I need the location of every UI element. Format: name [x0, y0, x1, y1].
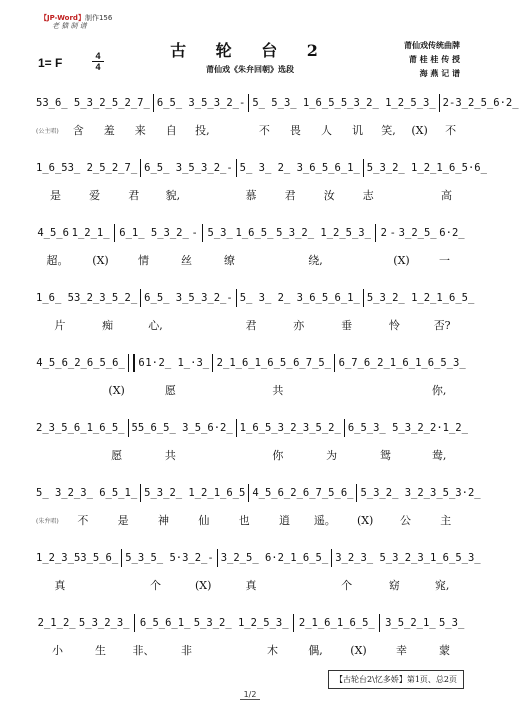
- lyric-syllable: 汝: [323, 189, 335, 202]
- note-group: 2̲1̲6̲1̲6̲5̲: [298, 617, 375, 629]
- double-bar-line: [128, 354, 135, 372]
- lyric-syllable: 超。: [46, 254, 69, 267]
- note-group: -: [226, 292, 233, 304]
- lyric-syllable: (X): [195, 578, 212, 592]
- note-group: 6: [138, 357, 145, 369]
- note-group: 3̲2̲5̲: [455, 97, 494, 109]
- production-number: 制作156: [84, 14, 113, 22]
- lyric-syllable: (X): [92, 253, 109, 267]
- note-group: 5̲ 3̲ 2̲ 3̲: [239, 162, 310, 174]
- lyric-syllable: 逍: [278, 514, 290, 527]
- song-subtitle: 莆仙戏《朱弁回朝》选段: [206, 64, 294, 74]
- note-group: 1̲2̲1̲: [71, 227, 110, 239]
- lyric-syllable: 个: [149, 579, 161, 592]
- note-group: 5̲3̲2̲ 1̲2̲1̲6̲5̲: [366, 292, 475, 304]
- lyric-syllable: (X): [356, 513, 374, 527]
- lyric-syllable: 投,: [195, 124, 210, 137]
- note-group: 3̲6̲ 5̲3̲2̲: [42, 97, 112, 109]
- bar-line: [140, 289, 141, 307]
- note-group: 5̲3̲2̲ 1̲2̲5̲3̲: [193, 617, 289, 629]
- notation-line: [36, 545, 481, 571]
- lyric-syllable: 片: [54, 319, 66, 332]
- note-group: 1̲2̲3̲: [36, 552, 74, 564]
- bar-line: [334, 354, 335, 372]
- note-group: 2: [442, 97, 449, 109]
- note-group: 3̲2̲5̲ 6·2̲: [220, 552, 291, 564]
- lyric-syllable: 神: [158, 514, 169, 527]
- note-group: 2̲ 1̲·3̲: [158, 357, 210, 369]
- note-group: 6̲5̲3̲ 5̲3̲2̲: [347, 422, 431, 434]
- score-row: [36, 155, 487, 220]
- note-group: 2̲3̲ 6̲5̲1̲: [67, 487, 138, 499]
- note-group: 5̲3̲2̲ 3̲2̲3̲5̲: [360, 487, 456, 499]
- lyric-syllable: 绕,: [308, 254, 323, 267]
- note-group: 2̲1̲2̲: [37, 617, 76, 629]
- lyric-syllable: 共: [272, 384, 284, 397]
- score-row: [36, 350, 466, 415]
- lyric-line: [36, 640, 466, 660]
- score-row: [36, 415, 466, 480]
- notation-line: [36, 480, 481, 506]
- note-group: 1̲6̲ 5: [36, 292, 74, 304]
- note-group: 6̲5̲6̲1̲: [309, 292, 360, 304]
- lyric-syllable: 偶,: [308, 644, 323, 657]
- note-group: -: [389, 227, 396, 239]
- bar-line: [331, 549, 332, 567]
- bar-line: [363, 289, 364, 307]
- note-group: 5̲3̲2̲ 1̲2̲1̲6̲: [144, 487, 239, 499]
- note-group: 6̲7̲5̲: [293, 357, 332, 369]
- lyric-syllable: 生: [95, 644, 106, 657]
- lyric-syllable: (X): [393, 253, 410, 267]
- meter-bottom: 4: [92, 61, 104, 72]
- lyric-syllable: 为: [326, 449, 338, 462]
- lyric-syllable: 仙: [198, 514, 210, 527]
- note-group: 3̲2̲3̲5̲2̲: [277, 422, 341, 434]
- note-group: 6̲5̲ 3̲5̲3̲2̲: [144, 292, 227, 304]
- lyric-syllable: 高: [440, 189, 452, 202]
- lyric-syllable: 主: [440, 514, 452, 527]
- note-group: 5̲6̲5̲ 3̲5̲6·2̲: [137, 422, 233, 434]
- lyric-line: [36, 575, 466, 595]
- lyric-syllable: 含: [72, 124, 84, 137]
- bar-line: [293, 614, 294, 632]
- note-group: 6̲7̲6̲: [338, 357, 377, 369]
- lyric-syllable: 愿: [164, 384, 176, 397]
- note-group: 6̲7̲5̲6̲: [302, 487, 354, 499]
- bar-line: [379, 614, 380, 632]
- bar-line: [212, 354, 213, 372]
- note-group: 3̲5̲2̲1̲: [385, 617, 436, 629]
- lyric-syllable: 君: [245, 319, 257, 332]
- note-group: 2̲3̲5̲6̲1̲6̲5̲: [36, 422, 125, 434]
- note-group: 2·1̲2̲: [430, 422, 468, 434]
- lyric-syllable: 是: [50, 189, 62, 202]
- lyric-syllable: 痴: [102, 319, 114, 332]
- bar-line: [217, 549, 218, 567]
- lyric-syllable: 亦: [293, 319, 305, 332]
- note-group: 3̲ 2̲: [67, 162, 100, 174]
- lyric-syllable: 蒙: [439, 644, 450, 657]
- note-group: 5̲ 3̲ 2̲ 3̲: [239, 292, 310, 304]
- lyric-syllable: (X): [108, 383, 125, 397]
- note-group: 5̲3̲: [207, 227, 233, 239]
- note-group: 6·2̲: [493, 97, 519, 109]
- lyric-syllable: 缭: [224, 254, 235, 267]
- note-group: 6·2̲: [439, 227, 465, 239]
- note-group: 5̲3̲: [438, 617, 465, 629]
- lyric-syllable: 鸯,: [431, 449, 447, 462]
- note-group: 3·2̲: [455, 487, 481, 499]
- bar-line: [121, 549, 122, 567]
- note-group: 4̲5̲6̲2̲: [252, 487, 303, 499]
- bar-line: [153, 94, 154, 112]
- lyric-syllable: 爱: [89, 189, 101, 202]
- bar-line: [363, 159, 364, 177]
- note-group: 5̲3̲5̲ 5·3̲2̲: [125, 552, 208, 564]
- lyric-syllable: 情: [138, 254, 149, 267]
- bar-line: [134, 614, 135, 632]
- note-group: 4̲5̲6̲2̲6̲5̲6̲: [36, 357, 125, 369]
- lyric-syllable: 非、: [132, 644, 155, 657]
- note-group: 5̲3̲2̲ 1̲2̲5̲3̲: [340, 97, 436, 109]
- notation-line: [36, 415, 466, 441]
- bar-line: [140, 159, 141, 177]
- credits: [404, 38, 460, 80]
- note-group: 6̲5̲6̲1̲: [309, 162, 360, 174]
- note-group: -: [226, 162, 233, 174]
- meter-top: 4: [95, 51, 101, 61]
- notation-line: [36, 610, 466, 636]
- lyric-syllable: 羞: [103, 124, 115, 137]
- bar-line: [202, 224, 203, 242]
- note-group: 1·: [145, 357, 158, 369]
- bar-line: [236, 159, 237, 177]
- lyric-syllable: 小: [52, 644, 63, 657]
- lyric-line: [36, 445, 466, 465]
- score-body: [36, 90, 519, 675]
- note-group: 5̲2̲7̲: [99, 162, 138, 174]
- lyric-syllable: 愿: [111, 449, 123, 462]
- lyric-syllable: 自: [165, 124, 177, 137]
- note-group: 1̲6̲5: [36, 162, 68, 174]
- bar-line: [114, 224, 115, 242]
- lyric-syllable: (X): [350, 643, 367, 657]
- lyric-syllable: 怜: [388, 319, 400, 332]
- lyric-syllable: (X): [411, 123, 428, 137]
- lyric-syllable: 不: [77, 514, 89, 527]
- note-group: 1̲6̲5̲3̲: [430, 552, 481, 564]
- note-group: 5̲ 3̲: [36, 487, 68, 499]
- note-group: 6̲5̲ 3̲5̲3̲2̲: [156, 97, 239, 109]
- lyric-syllable: 一: [439, 254, 450, 267]
- lyric-syllable: 君: [284, 189, 296, 202]
- score-row: [36, 285, 475, 350]
- key-signature: 1= F: [38, 56, 63, 70]
- singer-note: (朱弁唱): [36, 517, 59, 525]
- note-group: 5: [36, 97, 43, 109]
- bar-line: [248, 484, 249, 502]
- credit-line: 海 燕 记 谱: [419, 68, 460, 78]
- note-group: 6̲5̲6̲1̲: [139, 617, 191, 629]
- lyric-syllable: 君: [128, 189, 140, 202]
- lyric-syllable: 真: [54, 579, 66, 592]
- lyric-syllable: 讥: [351, 124, 363, 137]
- score-row: [36, 545, 481, 610]
- notation-line: [36, 285, 475, 311]
- note-group: 5·6̲: [461, 162, 487, 174]
- lyric-line: [36, 185, 466, 205]
- note-group: 5̲3̲2̲ 1̲2̲1̲6̲: [366, 162, 462, 174]
- note-group: 4̲5̲6: [37, 227, 69, 239]
- bar-line: [140, 484, 141, 502]
- lyric-syllable: 丝: [181, 254, 192, 267]
- note-group: 5̲2̲7̲: [111, 97, 150, 109]
- credit-line: 莆 桂 桂 传 授: [408, 54, 460, 64]
- note-group: 3̲2̲3̲ 5̲3̲2̲3̲: [335, 552, 431, 564]
- lyric-syllable: 你,: [431, 384, 447, 397]
- lyric-line: [36, 510, 466, 530]
- bar-line: [236, 289, 237, 307]
- note-group: 5: [238, 487, 246, 499]
- note-group: 5̲3̲2̲3̲: [78, 617, 130, 629]
- lyric-syllable: 遥。: [313, 514, 336, 527]
- note-group: 2: [380, 227, 387, 239]
- note-group: 3̲5̲6̲: [80, 552, 119, 564]
- note-group: -: [207, 552, 214, 564]
- song-title: 古 轮 台 2: [170, 41, 330, 60]
- lyric-line: [36, 120, 466, 140]
- note-group: -: [449, 97, 456, 109]
- jp-word-tag: 【JP-Word】: [40, 14, 85, 22]
- note-group: 5̲2̲: [111, 292, 138, 304]
- note-group: -: [239, 97, 246, 109]
- singer-note: (公主唱): [36, 127, 59, 135]
- note-group: 3̲2̲3̲: [73, 292, 112, 304]
- notation-line: [36, 155, 487, 181]
- lyric-line: [36, 315, 466, 335]
- lyric-syllable: 木: [267, 644, 278, 657]
- bar-line: [356, 484, 357, 502]
- note-group: 1̲6̲5̲: [290, 552, 329, 564]
- bar-line: [375, 224, 376, 242]
- lyric-syllable: 窈: [388, 579, 400, 592]
- note-group: 2̲1̲6̲1̲6̲5̲: [216, 357, 293, 369]
- lyric-syllable: 笑,: [381, 124, 396, 137]
- note-group: 3̲ 1̲6̲5̲: [283, 97, 341, 109]
- lyric-syllable: 也: [238, 514, 250, 527]
- notation-line: [36, 220, 466, 246]
- note-group: 3̲2̲5̲: [398, 227, 437, 239]
- lyric-syllable: 是: [117, 514, 129, 527]
- lyric-syllable: 垂: [341, 319, 353, 332]
- note-group: 2̲1̲6̲1̲6̲5̲3̲: [377, 357, 466, 369]
- lyric-syllable: 真: [245, 579, 257, 592]
- lyric-syllable: 不: [258, 124, 270, 137]
- transcriber-line: 老 猫 制 谱: [52, 22, 87, 30]
- header-info: [40, 14, 112, 30]
- lyric-syllable: 窕,: [434, 579, 450, 592]
- lyric-syllable: 不: [445, 124, 457, 137]
- lyric-syllable: 心,: [148, 319, 163, 332]
- note-group: 5: [131, 422, 138, 434]
- note-group: -: [191, 227, 198, 239]
- bar-line: [344, 419, 345, 437]
- lyric-syllable: 慕: [245, 189, 257, 202]
- notation-line: [36, 350, 466, 376]
- lyric-syllable: 畏: [289, 124, 301, 137]
- lyric-syllable: 个: [341, 579, 353, 592]
- page-info-box: 【古轮台2\忆多娇】第1页、总2页: [328, 670, 464, 689]
- bar-line: [439, 94, 440, 112]
- lyric-syllable: 你: [272, 449, 284, 462]
- note-group: 5̲ 5̲: [252, 97, 284, 109]
- lyric-syllable: 志: [362, 189, 374, 202]
- page-number: 1/2: [0, 690, 500, 699]
- bar-line: [248, 94, 249, 112]
- lyric-syllable: 公: [399, 514, 411, 527]
- score-row: [36, 610, 466, 675]
- note-group: 5: [73, 552, 81, 564]
- lyric-syllable: 鸳: [379, 449, 391, 462]
- credit-line: 莆仙戏传统曲牌: [404, 40, 460, 50]
- lyric-syllable: 否?: [433, 319, 451, 332]
- score-row: [36, 480, 481, 545]
- lyric-syllable: 非: [181, 644, 192, 657]
- lyric-line: [36, 380, 466, 400]
- note-group: 1̲6̲5̲: [235, 227, 274, 239]
- score-row: [36, 220, 466, 285]
- note-group: 1̲6̲5̲: [239, 422, 278, 434]
- time-signature: [92, 51, 104, 72]
- note-group: 5̲3̲2̲ 1̲2̲5̲3̲: [276, 227, 371, 239]
- note-group: 6̲1̲ 5̲3̲2̲: [119, 227, 189, 239]
- lyric-syllable: 幸: [396, 644, 407, 657]
- lyric-syllable: 共: [164, 449, 176, 462]
- lyric-syllable: 来: [134, 124, 146, 137]
- score-row: [36, 90, 519, 155]
- bar-line: [236, 419, 237, 437]
- bar-line: [128, 419, 129, 437]
- lyric-syllable: 貌,: [165, 189, 181, 202]
- lyric-syllable: 人: [320, 124, 332, 137]
- note-group: 6̲5̲ 3̲5̲3̲2̲: [144, 162, 227, 174]
- notation-line: [36, 90, 519, 116]
- lyric-line: [36, 250, 466, 270]
